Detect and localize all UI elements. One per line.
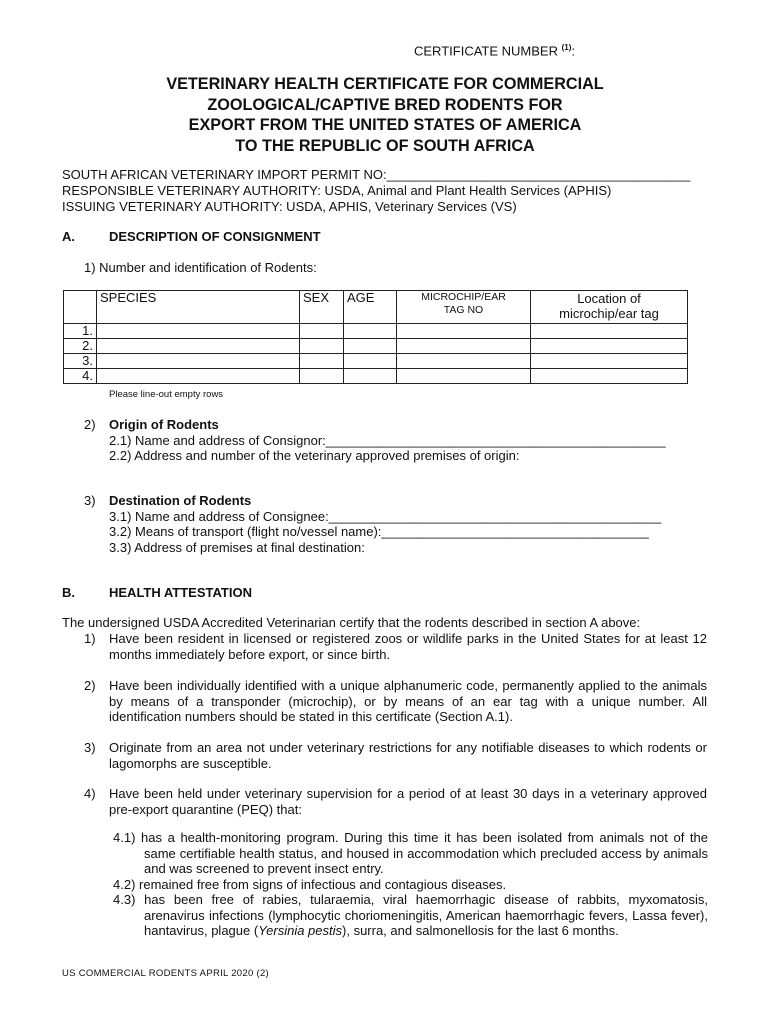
table-row: 1. <box>64 324 688 339</box>
issuing-authority-line: ISSUING VETERINARY AUTHORITY: USDA, APHIS, Veterinary Services (VS) <box>62 199 517 214</box>
attestation-item: Have been individually identified with a unique alphanumeric code, permanently applied to the animals by means of a transponder (microchip), or by means of an ear tag with a unique number. All identification numbers should be stated in this certificate (Section A.1). <box>109 678 707 725</box>
header-location: Location of microchip/ear tag <box>531 291 688 324</box>
certificate-number: CERTIFICATE NUMBER $^{(1)}$: <box>414 43 576 59</box>
responsible-authority-line: RESPONSIBLE VETERINARY AUTHORITY: USDA, Animal and Plant Health Services (APHIS) <box>62 183 612 198</box>
consignment-table <box>63 290 688 384</box>
attestation-intro: The undersigned USDA Accredited Veterinarian certify that the rodents described in section A above: <box>62 615 641 630</box>
transport-field[interactable]: 3.2) Means of transport (flight no/vessel name):_____________________________________ <box>109 524 649 539</box>
table-header-row <box>64 291 688 324</box>
attestation-number: 3) <box>84 740 96 755</box>
table-note: Please line-out empty rows <box>109 389 224 400</box>
origin-premises-field[interactable]: 2.2) Address and number of the veterinary approved premises of origin: <box>109 448 520 463</box>
page-footer: US COMMERCIAL RODENTS APRIL 2020 (2) <box>62 968 270 979</box>
section-b-letter: B. <box>62 585 75 600</box>
header-microchip: MICROCHIP/EAR TAG NO <box>397 291 531 324</box>
sub-item-4-2: 4.2) remained free from signs of infectious and contagious diseases. <box>113 877 507 892</box>
import-permit-line: SOUTH AFRICAN VETERINARY IMPORT PERMIT NO:__________________________________________ <box>62 167 691 182</box>
header-species: SPECIES <box>97 291 300 324</box>
sub-item-4-3: 4.3) has been free of rabies, tularaemia, viral haemorrhagic disease of rabbits, myxomatosis, arenavirus infections (lymphocytic choriomeningitis, American haemorrhagic fevers, Lassa fever), hantavirus, plague (Yersinia pestis), surra, and salmonellosis for the last 6 months. <box>113 892 708 939</box>
title-line: EXPORT FROM THE UNITED STATES OF AMERICA <box>188 116 582 134</box>
authority-header <box>62 167 690 215</box>
item-3-number: 3) <box>84 493 96 508</box>
title-line: TO THE REPUBLIC OF SOUTH AFRICA <box>235 136 535 155</box>
header-sex: SEX <box>300 291 344 324</box>
table-row: 4. <box>64 369 688 384</box>
section-a-title: DESCRIPTION OF CONSIGNMENT <box>109 229 321 244</box>
section-b-title: HEALTH ATTESTATION <box>109 585 252 600</box>
section-a-letter: A. <box>62 229 75 244</box>
table-row: 2. <box>64 339 688 354</box>
species-name: Yersinia pestis <box>258 923 343 939</box>
attestation-number: 1) <box>84 631 96 646</box>
title-line: ZOOLOGICAL/CAPTIVE BRED RODENTS FOR <box>207 95 563 114</box>
header-age: AGE <box>344 291 397 324</box>
consignor-field[interactable]: 2.1) Name and address of Consignor:_______________________________________________ <box>109 433 666 448</box>
item-2-number: 2) <box>84 417 96 432</box>
attestation-number: 4) <box>84 786 96 801</box>
title-line: VETERINARY HEALTH CERTIFICATE FOR COMMERCIAL <box>166 75 604 93</box>
document-title <box>60 74 710 156</box>
item-3-title: Destination of Rodents <box>109 493 252 508</box>
destination-premises-field[interactable]: 3.3) Address of premises at final destination: <box>109 540 365 555</box>
consignee-field[interactable]: 3.1) Name and address of Consignee:______________________________________________ <box>109 509 662 524</box>
attestation-item: Have been resident in licensed or registered zoos or wildlife parks in the United States for at least 12 months immediately before export, or since birth. <box>109 631 707 662</box>
item-2-title: Origin of Rodents <box>109 417 219 432</box>
attestation-item: Have been held under veterinary supervision for a period of at least 30 days in a veterinary approved pre-export quarantine (PEQ) that: <box>109 786 707 817</box>
sub-item-4-1: 4.1) has a health-monitoring program. During this time it has been isolated from animals not of the same certifiable health status, and housed in accommodation which precluded access by animals and was screened to prevent insect entry. <box>113 830 708 877</box>
table-row: 3. <box>64 354 688 369</box>
attestation-item: Originate from an area not under veterinary restrictions for any notifiable diseases to which rodents or lagomorphs are susceptible. <box>109 740 707 771</box>
attestation-number: 2) <box>84 678 96 693</box>
item-1-heading: 1) Number and identification of Rodents: <box>84 260 317 275</box>
